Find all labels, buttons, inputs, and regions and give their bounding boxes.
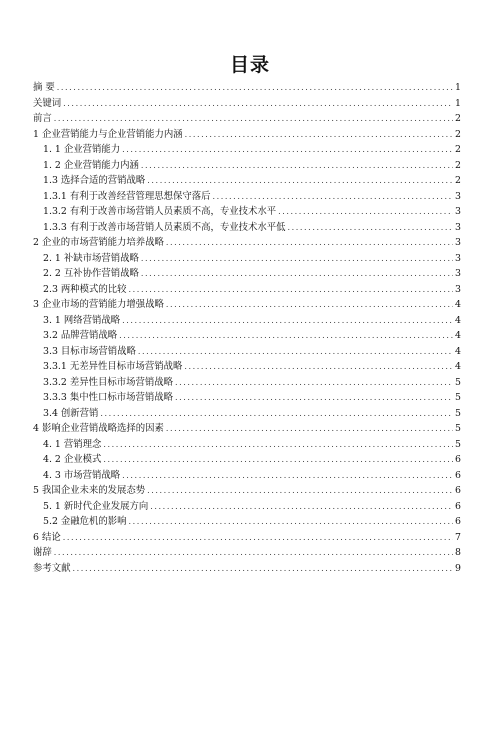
toc-entry-page-number: 6 bbox=[455, 469, 461, 481]
toc-leader-dots bbox=[141, 158, 453, 174]
toc-entry-label: 1.3.2 有利于改善市场营销人员素质不高，专业技术水平 bbox=[43, 206, 277, 217]
toc-entry-label: 谢辞 bbox=[33, 547, 52, 558]
toc-entry[interactable] bbox=[33, 390, 461, 406]
toc-entry-page-number: 6 bbox=[455, 500, 461, 512]
toc-entry[interactable] bbox=[33, 189, 461, 205]
toc-entry-label: 2. 1 补缺市场营销战略 bbox=[43, 252, 139, 264]
toc-entry-page-number: 6 bbox=[455, 516, 461, 527]
toc-entry[interactable] bbox=[33, 80, 461, 96]
toc-entry-page-number: 1 bbox=[455, 97, 461, 109]
toc-entry-label: 前言 bbox=[33, 113, 52, 124]
toc-entry[interactable] bbox=[33, 142, 461, 158]
toc-entry[interactable] bbox=[33, 452, 461, 468]
toc-leader-dots bbox=[63, 530, 453, 546]
toc-entry[interactable] bbox=[33, 328, 461, 344]
toc-entry-label: 1.3 选择合适的营销战略 bbox=[43, 175, 146, 186]
toc-leader-dots bbox=[141, 251, 453, 267]
toc-entry[interactable] bbox=[33, 266, 461, 282]
toc-entry-page-number: 4 bbox=[455, 314, 461, 326]
toc-entry-label: 3. 1 网络营销战略 bbox=[43, 314, 121, 326]
toc-entry[interactable] bbox=[33, 514, 461, 530]
toc-entry-page-number: 4 bbox=[455, 299, 461, 310]
toc-leader-dots bbox=[103, 452, 453, 468]
toc-leader-dots bbox=[175, 375, 453, 391]
toc-entry-label: 1 企业营销能力与企业营销能力内涵 bbox=[33, 128, 183, 140]
toc-entry-page-number: 2 bbox=[455, 175, 461, 186]
toc-entry-page-number: 2 bbox=[455, 159, 461, 171]
toc-entry-label: 3.3.1 无差异性目标市场营销战略 bbox=[43, 361, 183, 372]
toc-leader-dots bbox=[103, 437, 453, 453]
toc-leader-dots bbox=[184, 359, 453, 375]
toc-entry-page-number: 1 bbox=[455, 82, 461, 93]
toc-leader-dots bbox=[141, 266, 453, 282]
toc-entry-label: 2. 2 互补协作营销战略 bbox=[43, 268, 139, 279]
toc-entry-page-number: 3 bbox=[455, 252, 461, 264]
toc-entry-label: 2 企业的市场营销能力培养战略 bbox=[33, 237, 164, 248]
toc-entry-page-number: 7 bbox=[455, 531, 461, 543]
toc-leader-dots bbox=[54, 111, 453, 127]
toc-entry-label: 5. 1 新时代企业发展方向 bbox=[43, 500, 149, 512]
toc-entry-label: 4. 1 营销理念 bbox=[43, 438, 102, 450]
toc-entry[interactable] bbox=[33, 406, 461, 422]
toc-entry-page-number: 5 bbox=[455, 438, 461, 450]
toc-entry-page-number: 8 bbox=[455, 547, 461, 558]
toc-entry[interactable] bbox=[33, 173, 461, 189]
toc-entry-label: 3.4 创新营销 bbox=[43, 407, 99, 419]
toc-entry-label: 4. 3 市场营销战略 bbox=[43, 469, 121, 481]
toc-entry-page-number: 5 bbox=[455, 392, 461, 403]
toc-entry[interactable] bbox=[33, 282, 461, 298]
toc-leader-dots bbox=[175, 390, 453, 406]
toc-entry[interactable] bbox=[33, 251, 461, 267]
toc-entry[interactable] bbox=[33, 220, 461, 236]
toc-leader-dots bbox=[212, 189, 453, 205]
toc-leader-dots bbox=[122, 142, 453, 158]
toc-leader-dots bbox=[147, 173, 453, 189]
toc-entry-page-number: 4 bbox=[455, 345, 461, 357]
toc-entry[interactable] bbox=[33, 313, 461, 329]
toc-entry-label: 4 影响企业营销战略选择的因素 bbox=[33, 423, 164, 434]
toc-leader-dots bbox=[73, 561, 453, 577]
toc-leader-dots bbox=[166, 235, 453, 251]
toc-entry-page-number: 4 bbox=[455, 361, 461, 372]
toc-entry-label: 关键词 bbox=[33, 97, 62, 109]
toc-entry-label: 3.3.3 集中性口标市场营销战略 bbox=[43, 392, 173, 403]
toc-entry[interactable] bbox=[33, 111, 461, 127]
toc-leader-dots bbox=[166, 297, 453, 313]
toc-leader-dots bbox=[138, 344, 453, 360]
toc-entry-label: 1.3.1 有利于改善经营管理思想保守落后 bbox=[43, 190, 211, 202]
toc-entry[interactable] bbox=[33, 437, 461, 453]
toc-leader-dots bbox=[129, 282, 453, 298]
toc-entry[interactable] bbox=[33, 344, 461, 360]
toc-leader-dots bbox=[63, 96, 453, 112]
toc-leader-dots bbox=[278, 204, 453, 220]
toc-entry-page-number: 3 bbox=[455, 221, 461, 233]
toc-entry-label: 3 企业市场的营销能力增强战略 bbox=[33, 299, 164, 310]
toc-entry[interactable] bbox=[33, 158, 461, 174]
toc-entry[interactable] bbox=[33, 204, 461, 220]
toc-leader-dots bbox=[54, 545, 453, 561]
toc-entry[interactable] bbox=[33, 468, 461, 484]
table-of-contents bbox=[33, 80, 461, 576]
toc-entry[interactable] bbox=[33, 499, 461, 515]
toc-entry[interactable] bbox=[33, 359, 461, 375]
toc-entry[interactable] bbox=[33, 545, 461, 561]
toc-entry-page-number: 3 bbox=[455, 268, 461, 279]
toc-entry-label: 4. 2 企业模式 bbox=[43, 454, 102, 465]
toc-entry-page-number: 6 bbox=[455, 454, 461, 465]
toc-entry[interactable] bbox=[33, 235, 461, 251]
toc-leader-dots bbox=[57, 80, 453, 96]
page-title: 目录 bbox=[229, 54, 270, 76]
toc-entry-label: 6 结论 bbox=[33, 531, 61, 543]
toc-leader-dots bbox=[150, 499, 453, 515]
toc-entry-label: 5.2 金融危机的影响 bbox=[43, 516, 127, 527]
toc-entry-page-number: 3 bbox=[455, 283, 461, 295]
toc-entry-label: 1. 1 企业营销能力 bbox=[43, 144, 121, 155]
toc-leader-dots bbox=[119, 328, 453, 344]
toc-leader-dots bbox=[100, 406, 453, 422]
toc-entry[interactable] bbox=[33, 530, 461, 546]
toc-entry-page-number: 3 bbox=[455, 237, 461, 248]
toc-entry-page-number: 3 bbox=[455, 206, 461, 217]
toc-leader-dots bbox=[287, 220, 453, 236]
toc-entry-page-number: 2 bbox=[455, 144, 461, 155]
toc-entry[interactable] bbox=[33, 483, 461, 499]
toc-entry-label: 3.2 品牌营销战略 bbox=[43, 330, 118, 341]
toc-entry[interactable] bbox=[33, 375, 461, 391]
toc-entry-label: 3.3 目标市场营销战略 bbox=[43, 345, 136, 357]
toc-leader-dots bbox=[129, 514, 453, 530]
toc-leader-dots bbox=[122, 313, 453, 329]
toc-leader-dots bbox=[122, 468, 453, 484]
toc-entry[interactable] bbox=[33, 561, 461, 577]
toc-leader-dots bbox=[185, 127, 453, 143]
toc-entry-label: 参考文献 bbox=[33, 562, 71, 574]
toc-entry-label: 摘 要 bbox=[33, 82, 55, 93]
toc-entry-page-number: 5 bbox=[455, 376, 461, 388]
toc-entry-page-number: 9 bbox=[455, 562, 461, 574]
toc-entry-page-number: 6 bbox=[455, 485, 461, 496]
toc-entry-page-number: 3 bbox=[455, 190, 461, 202]
toc-entry[interactable] bbox=[33, 297, 461, 313]
toc-entry-page-number: 4 bbox=[455, 330, 461, 341]
toc-leader-dots bbox=[166, 421, 453, 437]
toc-entry-page-number: 2 bbox=[455, 113, 461, 124]
toc-entry[interactable] bbox=[33, 96, 461, 112]
toc-entry-label: 2.3 两种模式的比较 bbox=[43, 283, 127, 295]
toc-entry-label: 1. 2 企业营销能力内涵 bbox=[43, 159, 139, 171]
toc-entry-page-number: 5 bbox=[455, 423, 461, 434]
toc-entry-page-number: 2 bbox=[455, 128, 461, 140]
toc-leader-dots bbox=[147, 483, 453, 499]
toc-entry-label: 5 我国企业未来的发展态势 bbox=[33, 485, 146, 496]
toc-entry-page-number: 5 bbox=[455, 407, 461, 419]
toc-entry-label: 3.3.2 差异性目标市场营销战略 bbox=[43, 376, 173, 388]
toc-entry[interactable] bbox=[33, 421, 461, 437]
toc-entry-label: 1.3.3 有利于改善市场营销人员素质不高，专业技术水平低 bbox=[43, 221, 286, 233]
toc-entry[interactable] bbox=[33, 127, 461, 143]
